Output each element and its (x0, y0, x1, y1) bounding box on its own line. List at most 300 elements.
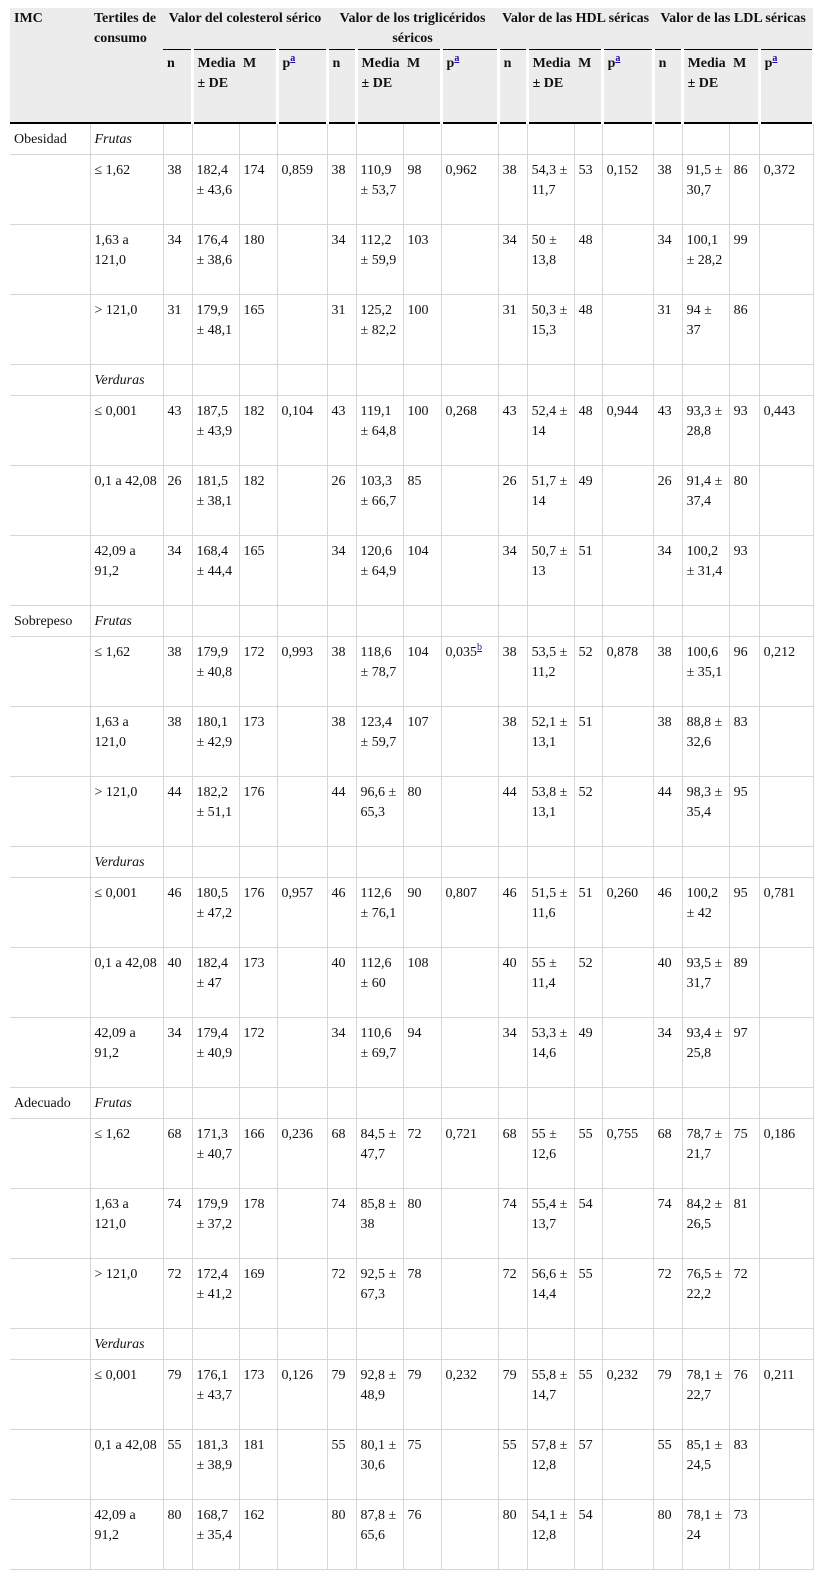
p-cell (759, 878, 813, 948)
mean-cell-value: 55,4 ± 13,7 (531, 1197, 568, 1232)
mean-cell-value: 53,5 ± 11,2 (531, 645, 568, 680)
p-cell (759, 1500, 813, 1570)
mean-cell (356, 536, 403, 606)
n-cell-value: 46 (331, 886, 346, 901)
mean-cell (527, 295, 574, 365)
mean-cell (192, 1430, 239, 1500)
empty-cell (441, 606, 498, 637)
mean-cell (527, 637, 574, 707)
table-row (10, 637, 813, 707)
n-cell-value: 68 (331, 1127, 346, 1142)
n-cell-value: 74 (331, 1197, 346, 1212)
mean-cell-value: 110,9 ± 53,7 (360, 163, 397, 198)
mean-cell-value: 56,6 ± 14,4 (531, 1267, 568, 1302)
median-cell-value: 166 (243, 1127, 265, 1142)
header-group-colesterol: Valor del colesterol sérico (163, 8, 327, 50)
tertile-cell: ≤ 1,62 (90, 155, 163, 225)
median-cell (729, 295, 759, 365)
p-cell (441, 295, 498, 365)
p-cell (602, 1119, 653, 1189)
empty-cell (574, 123, 602, 155)
p-cell (759, 707, 813, 777)
median-cell (729, 466, 759, 536)
mean-cell-value: 51,5 ± 11,6 (531, 886, 568, 921)
n-cell (163, 396, 192, 466)
p-cell (441, 1119, 498, 1189)
median-cell-value: 173 (243, 715, 265, 730)
mean-cell-value: 100,1 ± 28,2 (686, 233, 723, 268)
n-cell-value: 40 (502, 956, 517, 971)
p-cell (277, 1119, 327, 1189)
empty-cell (163, 847, 192, 878)
n-cell-value: 38 (502, 163, 517, 178)
p-cell (441, 396, 498, 466)
median-cell-value: 55 (578, 1267, 593, 1282)
n-cell (653, 295, 682, 365)
mean-cell-value: 78,7 ± 21,7 (686, 1127, 723, 1162)
n-cell-value: 38 (331, 645, 346, 660)
n-cell (653, 466, 682, 536)
p-cell (759, 1259, 813, 1329)
imc-label (10, 847, 90, 878)
imc-empty-cell (10, 1360, 90, 1430)
n-cell-value: 46 (502, 886, 517, 901)
mean-cell (527, 1500, 574, 1570)
empty-cell (729, 365, 759, 396)
n-cell-value: 38 (167, 163, 182, 178)
mean-cell-value: 118,6 ± 78,7 (360, 645, 397, 680)
empty-cell (277, 1088, 327, 1119)
median-cell (239, 1430, 277, 1500)
p-cell-value: 0,755 (606, 1127, 639, 1142)
n-cell-value: 68 (502, 1127, 517, 1142)
n-cell (653, 1430, 682, 1500)
n-cell (653, 948, 682, 1018)
tertile-cell: ≤ 1,62 (90, 637, 163, 707)
n-cell-value: 80 (167, 1508, 182, 1523)
empty-cell (682, 1329, 729, 1360)
p-cell-value: 0,372 (763, 163, 796, 178)
median-cell-value: 173 (243, 956, 265, 971)
median-cell (239, 396, 277, 466)
p-cell (277, 295, 327, 365)
mean-cell-value: 52,4 ± 14 (531, 404, 568, 439)
p-cell (602, 1189, 653, 1259)
imc-empty-cell (10, 536, 90, 606)
mean-cell (356, 707, 403, 777)
n-cell-value: 38 (167, 715, 182, 730)
mean-cell-value: 50,7 ± 13 (531, 544, 568, 579)
empty-cell (192, 847, 239, 878)
imc-empty-cell (10, 1018, 90, 1088)
mean-cell-value: 50,3 ± 15,3 (531, 303, 568, 338)
mean-cell-value: 85,8 ± 38 (360, 1197, 397, 1232)
empty-cell (356, 847, 403, 878)
p-cell (759, 1360, 813, 1430)
median-cell-value: 72 (733, 1267, 748, 1282)
mean-cell (356, 1259, 403, 1329)
p-cell (277, 637, 327, 707)
p-cell (277, 1189, 327, 1259)
imc-empty-cell (10, 878, 90, 948)
mean-cell-value: 55 ± 12,6 (531, 1127, 557, 1162)
footnote-a-link[interactable] (454, 51, 459, 64)
footnote-a-text[interactable]: a (290, 53, 296, 65)
empty-cell (192, 1329, 239, 1360)
n-cell (653, 1500, 682, 1570)
n-cell-value: 31 (502, 303, 517, 318)
p-cell (759, 155, 813, 225)
mean-cell (682, 295, 729, 365)
mean-cell (527, 225, 574, 295)
median-cell-value: 55 (578, 1127, 593, 1142)
n-cell (163, 1360, 192, 1430)
empty-cell (653, 1329, 682, 1360)
tertile-cell: 42,09 a 91,2 (90, 1500, 163, 1570)
empty-cell (527, 606, 574, 637)
n-cell-value: 68 (167, 1127, 182, 1142)
footnote-a-link[interactable] (772, 51, 777, 64)
p-cell-value: 0,781 (763, 886, 796, 901)
median-cell (239, 1189, 277, 1259)
p-cell (759, 777, 813, 847)
mean-cell (527, 948, 574, 1018)
p-cell (277, 777, 327, 847)
median-cell (729, 1360, 759, 1430)
mean-cell (356, 1430, 403, 1500)
p-cell (441, 1189, 498, 1259)
subheader-p-label: p (607, 56, 616, 71)
p-cell (759, 225, 813, 295)
empty-cell (277, 1329, 327, 1360)
n-cell-value: 68 (657, 1127, 672, 1142)
n-cell (498, 536, 527, 606)
n-cell-value: 46 (657, 886, 672, 901)
n-cell (327, 1119, 356, 1189)
mean-cell-value: 80,1 ± 30,6 (360, 1438, 397, 1473)
n-cell (327, 637, 356, 707)
mean-cell (192, 777, 239, 847)
p-cell (441, 777, 498, 847)
median-cell (574, 1430, 602, 1500)
empty-cell (277, 606, 327, 637)
median-cell-value: 89 (733, 956, 748, 971)
mean-cell-value: 78,1 ± 22,7 (686, 1368, 723, 1403)
median-cell (729, 1259, 759, 1329)
empty-cell (759, 606, 813, 637)
n-cell (163, 536, 192, 606)
tertile-cell: 1,63 a 121,0 (90, 707, 163, 777)
median-cell-value: 80 (407, 1197, 422, 1212)
subheader-median: M (403, 50, 441, 124)
footnote-b-text[interactable]: b (477, 642, 483, 654)
footnote-a-link[interactable] (290, 51, 295, 64)
empty-cell (527, 1329, 574, 1360)
mean-cell-value: 182,2 ± 51,1 (196, 785, 233, 820)
empty-cell (163, 606, 192, 637)
mean-cell (192, 155, 239, 225)
mean-cell (682, 225, 729, 295)
p-cell-value: 0,268 (445, 404, 478, 419)
empty-cell (192, 606, 239, 637)
p-cell (759, 396, 813, 466)
mean-cell (682, 1259, 729, 1329)
footnote-a-text[interactable]: a (454, 53, 460, 65)
median-cell (729, 637, 759, 707)
tertile-cell: 1,63 a 121,0 (90, 225, 163, 295)
p-cell (602, 1360, 653, 1430)
median-cell-value: 95 (733, 886, 748, 901)
n-cell (498, 1500, 527, 1570)
p-cell (759, 1018, 813, 1088)
n-cell (327, 1500, 356, 1570)
n-cell-value: 40 (657, 956, 672, 971)
median-cell-value: 93 (733, 404, 748, 419)
median-cell (239, 1119, 277, 1189)
empty-cell (653, 1088, 682, 1119)
empty-cell (356, 606, 403, 637)
tertile-cell: ≤ 0,001 (90, 878, 163, 948)
subheader-mean-label: Media ± DE (361, 56, 400, 91)
p-cell-value: 0,236 (281, 1127, 313, 1142)
imc-empty-cell (10, 1430, 90, 1500)
n-cell-value: 55 (167, 1438, 182, 1453)
tertile-cell: 1,63 a 121,0 (90, 1189, 163, 1259)
empty-cell (759, 1088, 813, 1119)
median-cell-value: 51 (578, 715, 593, 730)
mean-cell (356, 155, 403, 225)
empty-cell (163, 1329, 192, 1360)
mean-cell-value: 53,8 ± 13,1 (531, 785, 568, 820)
empty-cell (653, 606, 682, 637)
n-cell-value: 34 (331, 1026, 346, 1041)
p-cell (441, 1259, 498, 1329)
median-cell (239, 1500, 277, 1570)
imc-empty-cell (10, 396, 90, 466)
mean-cell-value: 78,1 ± 24 (686, 1508, 723, 1543)
mean-cell-value: 168,4 ± 44,4 (196, 544, 233, 579)
mean-cell (682, 1189, 729, 1259)
imc-label: Adecuado (10, 1088, 90, 1119)
tertile-cell: 0,1 a 42,08 (90, 1430, 163, 1500)
footnote-b-link[interactable] (477, 640, 482, 653)
mean-cell-value: 112,6 ± 60 (360, 956, 392, 991)
p-cell-value: 0,186 (763, 1127, 796, 1142)
mean-cell-value: 84,5 ± 47,7 (360, 1127, 397, 1162)
mean-cell-value: 50 ± 13,8 (531, 233, 557, 268)
empty-cell (682, 1088, 729, 1119)
p-cell (441, 707, 498, 777)
median-cell-value: 97 (733, 1026, 748, 1041)
mean-cell-value: 92,8 ± 48,9 (360, 1368, 397, 1403)
n-cell (653, 878, 682, 948)
median-cell (239, 225, 277, 295)
p-cell (759, 1119, 813, 1189)
header-group-trigliceridos: Valor de los triglicéridos séricos (327, 8, 498, 50)
mean-cell-value: 84,2 ± 26,5 (686, 1197, 723, 1232)
median-cell (729, 536, 759, 606)
p-cell (441, 1018, 498, 1088)
median-cell-value: 52 (578, 785, 593, 800)
p-cell (277, 1360, 327, 1430)
n-cell (327, 707, 356, 777)
empty-cell (759, 365, 813, 396)
n-cell-value: 34 (331, 233, 346, 248)
median-cell (574, 707, 602, 777)
n-cell-value: 26 (331, 474, 346, 489)
n-cell-value: 55 (657, 1438, 672, 1453)
mean-cell (682, 707, 729, 777)
mean-cell-value: 172,4 ± 41,2 (196, 1267, 233, 1302)
mean-cell (682, 1018, 729, 1088)
imc-label (10, 1329, 90, 1360)
n-cell-value: 40 (331, 956, 346, 971)
table-row (10, 1018, 813, 1088)
p-cell-value: 0,443 (763, 404, 796, 419)
median-cell (403, 536, 441, 606)
n-cell-value: 79 (502, 1368, 517, 1383)
mean-cell-value: 100,2 ± 31,4 (686, 544, 723, 579)
table-row (10, 1500, 813, 1570)
n-cell (163, 225, 192, 295)
p-cell (602, 1500, 653, 1570)
mean-cell (682, 396, 729, 466)
n-cell (327, 1360, 356, 1430)
n-cell (163, 1119, 192, 1189)
footnote-a-text[interactable]: a (772, 53, 778, 65)
mean-cell (527, 1189, 574, 1259)
subheader-p-label: p (446, 56, 455, 71)
empty-cell (441, 1088, 498, 1119)
n-cell-value: 38 (657, 645, 672, 660)
tertile-cell: > 121,0 (90, 1259, 163, 1329)
median-cell (403, 777, 441, 847)
empty-cell (277, 847, 327, 878)
n-cell-value: 34 (502, 544, 517, 559)
mean-cell (682, 536, 729, 606)
mean-cell (682, 777, 729, 847)
p-cell (441, 1430, 498, 1500)
n-cell (163, 707, 192, 777)
empty-cell (356, 1329, 403, 1360)
mean-cell (682, 1430, 729, 1500)
imc-empty-cell (10, 295, 90, 365)
median-cell-value: 107 (407, 715, 429, 730)
mean-cell-value: 182,4 ± 47 (196, 956, 228, 991)
median-cell-value: 81 (733, 1197, 748, 1212)
n-cell (653, 1119, 682, 1189)
footnote-a-text[interactable]: a (615, 53, 621, 65)
imc-empty-cell (10, 637, 90, 707)
mean-cell-value: 112,2 ± 59,9 (360, 233, 397, 268)
mean-cell-value: 55 ± 11,4 (531, 956, 557, 991)
p-cell (277, 155, 327, 225)
empty-cell (356, 365, 403, 396)
imc-label: Obesidad (10, 123, 90, 155)
mean-cell-value: 100,6 ± 35,1 (686, 645, 723, 680)
median-cell (403, 1189, 441, 1259)
n-cell (163, 948, 192, 1018)
median-cell-value: 100 (407, 404, 429, 419)
tertile-cell: ≤ 0,001 (90, 396, 163, 466)
empty-cell (327, 1088, 356, 1119)
mean-cell-value: 179,9 ± 40,8 (196, 645, 233, 680)
mean-cell (356, 295, 403, 365)
n-cell-value: 34 (331, 544, 346, 559)
imc-empty-cell (10, 1500, 90, 1570)
p-cell (602, 396, 653, 466)
mean-cell (356, 1500, 403, 1570)
n-cell (327, 225, 356, 295)
tertile-cell: ≤ 0,001 (90, 1360, 163, 1430)
mean-cell-value: 182,4 ± 43,6 (196, 163, 233, 198)
median-cell-value: 51 (578, 886, 593, 901)
mean-cell (356, 878, 403, 948)
median-cell-value: 174 (243, 163, 265, 178)
n-cell (163, 637, 192, 707)
mean-cell (682, 1360, 729, 1430)
mean-cell (356, 225, 403, 295)
p-cell (759, 536, 813, 606)
median-cell-value: 178 (243, 1197, 265, 1212)
median-cell-value: 48 (578, 233, 593, 248)
subheader-p (277, 50, 327, 124)
median-cell-value: 176 (243, 785, 265, 800)
mean-cell (682, 878, 729, 948)
imc-empty-cell (10, 948, 90, 1018)
mean-cell-value: 55,8 ± 14,7 (531, 1368, 568, 1403)
mean-cell-value: 119,1 ± 64,8 (360, 404, 397, 439)
median-cell-value: 75 (733, 1127, 748, 1142)
footnote-a-link[interactable] (615, 51, 620, 64)
empty-cell (163, 123, 192, 155)
mean-cell (527, 396, 574, 466)
empty-cell (653, 123, 682, 155)
n-cell-value: 72 (502, 1267, 517, 1282)
empty-cell (729, 1329, 759, 1360)
p-cell-value: 0,993 (281, 645, 313, 660)
mean-cell-value: 98,3 ± 35,4 (686, 785, 723, 820)
empty-cell (403, 1329, 441, 1360)
median-cell-value: 48 (578, 303, 593, 318)
p-cell (602, 225, 653, 295)
n-cell (163, 1430, 192, 1500)
n-cell-value: 38 (502, 645, 517, 660)
p-cell-value: 0,859 (281, 163, 313, 178)
median-cell (403, 466, 441, 536)
group-row (10, 1329, 813, 1360)
n-cell-value: 80 (657, 1508, 672, 1523)
n-cell (327, 536, 356, 606)
table-row (10, 155, 813, 225)
p-cell (602, 466, 653, 536)
empty-cell (277, 365, 327, 396)
p-cell (441, 155, 498, 225)
p-cell-value: 0,957 (281, 886, 313, 901)
n-cell-value: 34 (657, 544, 672, 559)
n-cell-value: 40 (167, 956, 182, 971)
mean-cell (356, 637, 403, 707)
n-cell (498, 466, 527, 536)
empty-cell (441, 1329, 498, 1360)
empty-cell (277, 123, 327, 155)
mean-cell-value: 112,6 ± 76,1 (360, 886, 397, 921)
empty-cell (527, 123, 574, 155)
median-cell-value: 86 (733, 303, 748, 318)
empty-cell (527, 365, 574, 396)
median-cell (574, 1360, 602, 1430)
mean-cell (356, 948, 403, 1018)
